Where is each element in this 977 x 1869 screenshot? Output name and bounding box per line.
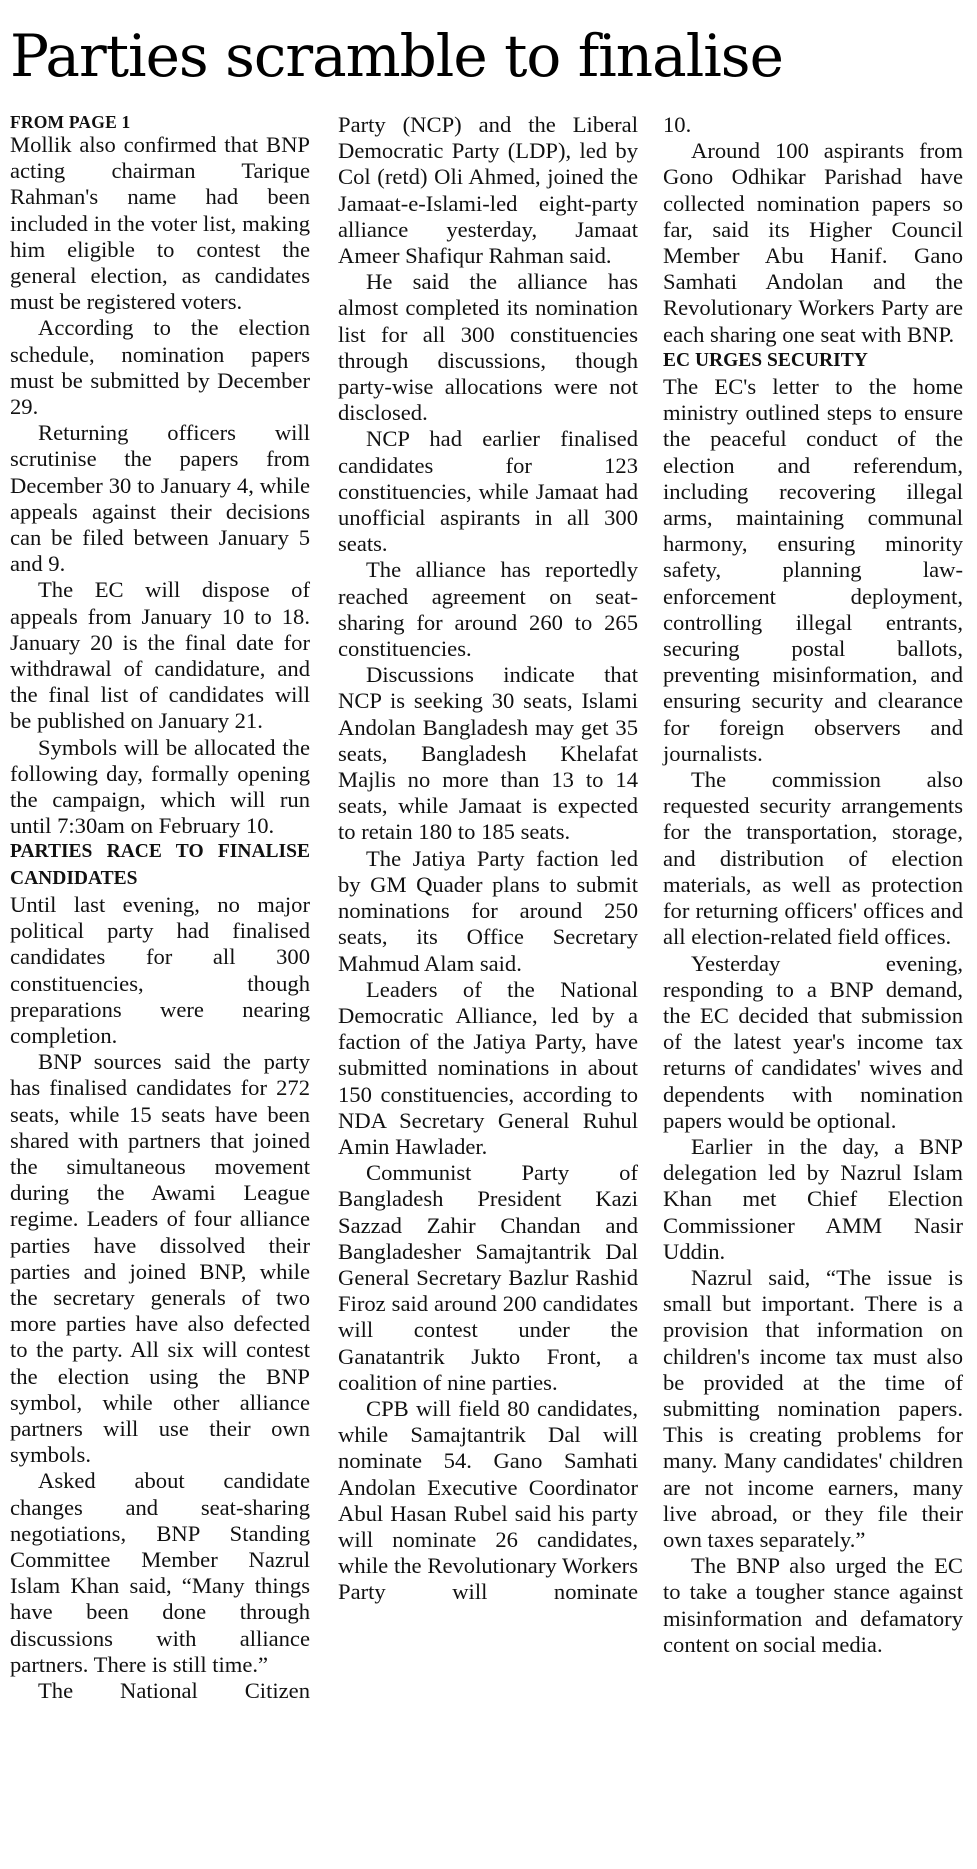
paragraph: The EC's letter to the home ministry outlined steps to ensure the peaceful conduct of the election and referendum, including recovering illegal arms, maintaining communal harmony, ensuring minority safety, planning law-enforcement deployment, controlling illegal entrants, securing postal ballots, preventing misinformation, and ensuring security and clearance for foreign observers and journalists. [663, 374, 963, 766]
paragraph: Until last evening, no major political party had finalised candidates for all 300 constituencies, though preparations were nearing completion. [10, 891, 310, 1048]
paragraph: Communist Party of Bangladesh President Kazi Sazzad Zahir Chandan and Bangladesher Samajtantrik Dal General Secretary Bazlur Rashid Firoz said around 200 candidates will contest under the Ganatantrik Jukto Front, a coalition of nine parties. [338, 1160, 638, 1395]
paragraph: Symbols will be allocated the following day, formally opening the campaign, which will run until 7:30am on February 10. [10, 734, 310, 839]
paragraph: The commission also requested security arrangements for the transportation, storage, and distribution of election materials, as well as protection for returning officers' offices and all election-related field offices. [663, 767, 963, 950]
subhead-parties-race: PARTIES RACE TO FINALISE CANDIDATES [10, 841, 310, 889]
paragraph: According to the election schedule, nomination papers must be submitted by December 29. [10, 315, 310, 420]
paragraph: The Jatiya Party faction led by GM Quader plans to submit nominations for around 250 seats, its Office Secretary Mahmud Alam said. [338, 845, 638, 976]
paragraph: Earlier in the day, a BNP delegation led by Nazrul Islam Khan met Chief Election Commissioner AMM Nasir Uddin. [663, 1133, 963, 1264]
subhead-ec-urges-security: EC URGES SECURITY [663, 349, 868, 371]
paragraph: The BNP also urged the EC to take a tougher stance against misinformation and defamatory content on social media. [663, 1553, 963, 1657]
paragraph: Nazrul said, “The issue is small but important. There is a provision that information on children's income tax must also be provided at the time of submitting nomination papers. This is creating problems for many. Many candidates' children are not income earners, many live abroad, or they file their own taxes separately.” [663, 1264, 963, 1552]
paragraph-continued: CPB will field 80 candidates, while Samajtantrik Dal will nominate 54. Gano Samhati Andolan Executive Coordinator Abul Hasan Rubel said his party will nominate 26 candidates, while the Revolutionary Workers Party will nominate [338, 1395, 638, 1605]
paragraph: The EC will dispose of appeals from January 10 to 18. January 20 is the final date for withdrawal of candidature, and the final list of candidates will be published on January 21. [10, 577, 310, 734]
kicker-from-page-1: FROM PAGE 1 [10, 112, 131, 132]
paragraph: He said the alliance has almost completed its nomination list for all 300 constituencies through discussions, though party-wise allocations were not disclosed. [338, 269, 638, 426]
paragraph: Discussions indicate that NCP is seeking 30 seats, Islami Andolan Bangladesh may get 35 seats, Bangladesh Khelafat Majlis no more than 13 to 14 seats, while Jamaat is expected to retain 180 to 185 seats. [338, 662, 638, 845]
paragraph: NCP had earlier finalised candidates for 123 constituencies, while Jamaat had unofficial aspirants in all 300 seats. [338, 426, 638, 557]
paragraph-continuation: Party (NCP) and the Liberal Democratic Party (LDP), led by Col (retd) Oli Ahmed, joined the Jamaat-e-Islami-led eight-party alliance yesterday, Jamaat Ameer Shafiqur Rahman said. [338, 112, 638, 269]
paragraph: BNP sources said the party has finalised candidates for 272 seats, while 15 seats have been shared with partners that joined the simultaneous movement during the Awami League regime. Leaders of four alliance parties have dissolved their parties and joined BNP, while the secretary generals of two more parties have also defected to the party. All six will contest the election using the BNP symbol, while other alliance partners will use their own symbols. [10, 1049, 310, 1468]
column-1 [10, 112, 310, 1704]
paragraph: Around 100 aspirants from Gono Odhikar Parishad have collected nomination papers so far, said its Higher Council Member Abu Hanif. Gano Samhati Andolan and the Revolutionary Workers Party are each sharing one seat with BNP. [663, 138, 963, 347]
column-3 [663, 112, 963, 1658]
paragraph: The alliance has reportedly reached agreement on seat-sharing for around 260 to 265 constituencies. [338, 557, 638, 662]
paragraph: Leaders of the National Democratic Alliance, led by a faction of the Jatiya Party, have submitted nominations in about 150 constituencies, according to NDA Secretary General Ruhul Amin Hawlader. [338, 976, 638, 1159]
paragraph: Returning officers will scrutinise the papers from December 30 to January 4, while appeals against their decisions can be filed between January 5 and 9. [10, 420, 310, 577]
column-2 [338, 112, 638, 1606]
paragraph: Asked about candidate changes and seat-sharing negotiations, BNP Standing Committee Member Nazrul Islam Khan said, “Many things have been done through discussions with alliance partners. There is still time.” [10, 1468, 310, 1677]
paragraph-continuation: 10. [663, 112, 692, 137]
paragraph: Yesterday evening, responding to a BNP demand, the EC decided that submission of the latest year's income tax returns of candidates' wives and dependents with nomination papers would be optional. [663, 950, 963, 1133]
paragraph-continued: The National Citizen [38, 1677, 310, 1703]
paragraph: Mollik also confirmed that BNP acting chairman Tarique Rahman's name had been included in the voter list, making him eligible to contest the general election, as candidates must be registered voters. [10, 132, 310, 315]
headline: Parties scramble to finalise [10, 22, 783, 90]
